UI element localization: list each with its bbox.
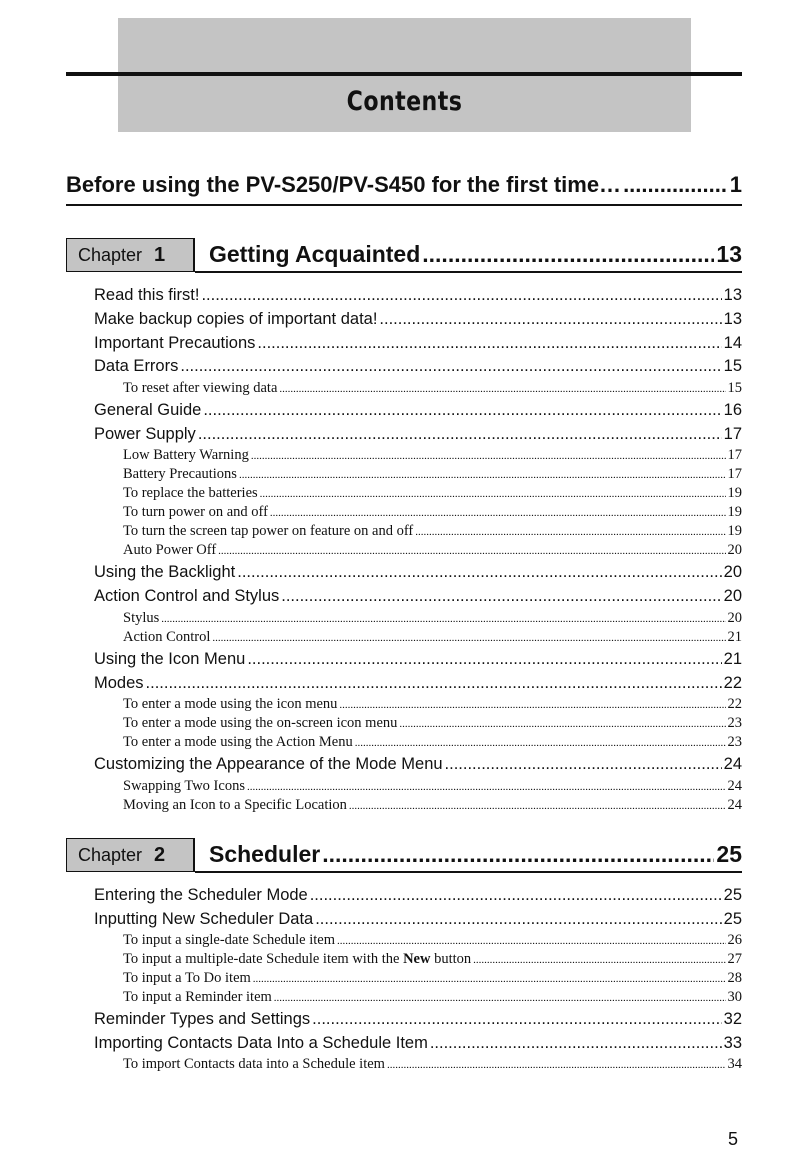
toc-subentry[interactable] bbox=[123, 951, 742, 970]
toc-subentry[interactable] bbox=[123, 542, 742, 561]
entry-page: 22 bbox=[723, 674, 742, 692]
entry-text: To import Contacts data into a Schedule item bbox=[123, 1056, 385, 1072]
entry-text: To turn power on and off bbox=[123, 504, 268, 520]
page-title: Contents bbox=[346, 86, 463, 117]
entry-page: 20 bbox=[727, 542, 742, 558]
leader-dots bbox=[312, 1010, 721, 1029]
chapter-badge bbox=[66, 838, 195, 872]
leader-dots bbox=[415, 526, 725, 538]
entry-page: 23 bbox=[727, 715, 742, 731]
leader-dots bbox=[379, 310, 721, 329]
toc-entry[interactable] bbox=[94, 650, 742, 673]
leader-dots bbox=[239, 469, 726, 481]
leader-dots bbox=[310, 886, 722, 905]
entry-page: 16 bbox=[723, 401, 742, 419]
entry-text: Read this first! bbox=[94, 286, 200, 304]
toc-entry[interactable] bbox=[94, 587, 742, 610]
entry-text: Using the Backlight bbox=[94, 563, 236, 581]
entry-page: 25 bbox=[723, 910, 742, 928]
intro-page: 1 bbox=[729, 172, 742, 197]
toc-entry[interactable] bbox=[94, 1010, 742, 1033]
entry-text: Power Supply bbox=[94, 425, 196, 443]
entry-text: Battery Precautions bbox=[123, 466, 237, 482]
toc-subentry[interactable] bbox=[123, 610, 742, 629]
entry-text: To input a single-date Schedule item bbox=[123, 932, 335, 948]
entry-text: To replace the batteries bbox=[123, 485, 258, 501]
intro-text: Before using the PV-S250/PV-S450 for the first time… bbox=[66, 172, 622, 197]
toc-subentry[interactable] bbox=[123, 523, 742, 542]
entry-text: Data Errors bbox=[94, 357, 179, 375]
intro-entry[interactable] bbox=[66, 172, 742, 204]
entry-page: 19 bbox=[727, 504, 742, 520]
chapter-number: 2 bbox=[154, 843, 166, 866]
leader-dots bbox=[473, 954, 725, 966]
toc-subentry[interactable] bbox=[123, 715, 742, 734]
toc-subentry[interactable] bbox=[123, 504, 742, 523]
leader-dots bbox=[445, 755, 722, 774]
leader-dots bbox=[355, 737, 726, 749]
leader-dots bbox=[161, 613, 725, 625]
leader-dots bbox=[422, 241, 714, 268]
entry-text: Important Precautions bbox=[94, 334, 256, 352]
chapter-rule bbox=[195, 871, 742, 873]
entry-text: Auto Power Off bbox=[123, 542, 217, 558]
chapter-label: Chapter bbox=[78, 844, 143, 865]
leader-dots bbox=[198, 425, 722, 444]
entry-text: Importing Contacts Data Into a Schedule Item bbox=[94, 1034, 428, 1052]
entry-page: 17 bbox=[727, 466, 742, 482]
entry-page: 13 bbox=[723, 310, 742, 328]
leader-dots bbox=[251, 450, 726, 462]
toc-subentry[interactable] bbox=[123, 447, 742, 466]
toc-subentry[interactable] bbox=[123, 485, 742, 504]
leader-dots bbox=[274, 992, 726, 1004]
entry-text: To enter a mode using the Action Menu bbox=[123, 734, 353, 750]
entry-page: 20 bbox=[727, 610, 742, 626]
entry-text: To input a To Do item bbox=[123, 970, 251, 986]
toc-subentry[interactable] bbox=[123, 797, 742, 816]
entry-page: 21 bbox=[727, 629, 742, 645]
entry-page: 27 bbox=[727, 951, 742, 967]
entry-text: Reminder Types and Settings bbox=[94, 1010, 311, 1028]
entry-page: 25 bbox=[723, 886, 742, 904]
entry-page: 17 bbox=[723, 425, 742, 443]
entry-text: Modes bbox=[94, 674, 144, 692]
toc-subentry[interactable] bbox=[123, 629, 742, 648]
leader-dots bbox=[218, 545, 725, 557]
toc-entry[interactable] bbox=[94, 755, 742, 778]
entry-page: 24 bbox=[723, 755, 742, 773]
entry-page: 24 bbox=[727, 778, 742, 794]
leader-dots bbox=[247, 781, 726, 793]
leader-dots bbox=[623, 172, 728, 198]
toc-entry[interactable] bbox=[94, 425, 742, 448]
leader-dots bbox=[337, 935, 726, 947]
leader-dots bbox=[253, 973, 726, 985]
leader-dots bbox=[201, 286, 721, 305]
entry-page: 32 bbox=[723, 1010, 742, 1028]
entry-page: 24 bbox=[727, 797, 742, 813]
leader-dots bbox=[387, 1059, 726, 1071]
entry-page: 20 bbox=[723, 587, 742, 605]
toc-subentry[interactable] bbox=[123, 734, 742, 753]
chapter-title: Getting Acquainted bbox=[209, 241, 421, 267]
entry-text: Moving an Icon to a Specific Location bbox=[123, 797, 347, 813]
entry-text: Low Battery Warning bbox=[123, 447, 249, 463]
entry-page: 34 bbox=[727, 1056, 742, 1072]
entry-text: Action Control bbox=[123, 629, 211, 645]
entry-page: 28 bbox=[727, 970, 742, 986]
page-number: 5 bbox=[728, 1129, 739, 1149]
entry-page: 20 bbox=[723, 563, 742, 581]
entry-text: Entering the Scheduler Mode bbox=[94, 886, 308, 904]
entry-page: 15 bbox=[727, 380, 742, 396]
toc-entry[interactable] bbox=[94, 334, 742, 357]
leader-dots bbox=[237, 563, 721, 582]
toc-entry[interactable] bbox=[94, 286, 742, 309]
entry-page: 23 bbox=[727, 734, 742, 750]
toc-entry[interactable] bbox=[94, 401, 742, 424]
toc-subentry[interactable] bbox=[123, 380, 742, 399]
entry-bold-word: New bbox=[403, 951, 431, 967]
toc-subentry[interactable] bbox=[123, 778, 742, 797]
chapter-title-line bbox=[209, 841, 742, 868]
entry-page: 33 bbox=[723, 1034, 742, 1052]
leader-dots bbox=[315, 910, 721, 929]
leader-dots bbox=[339, 699, 725, 711]
leader-dots bbox=[322, 841, 714, 868]
chapter-rule bbox=[195, 271, 742, 273]
leader-dots bbox=[203, 401, 721, 420]
chapter-2-header[interactable] bbox=[66, 838, 742, 872]
leader-dots bbox=[399, 718, 725, 730]
entry-page: 22 bbox=[727, 696, 742, 712]
chapter-title: Scheduler bbox=[209, 841, 321, 867]
chapter-label: Chapter bbox=[78, 244, 143, 265]
entry-text: To input a Reminder item bbox=[123, 989, 272, 1005]
leader-dots bbox=[146, 674, 722, 693]
entry-text: To turn the screen tap power on feature on and off bbox=[123, 523, 414, 539]
leader-dots bbox=[279, 383, 725, 395]
toc-entry[interactable] bbox=[94, 310, 742, 333]
leader-dots bbox=[180, 357, 721, 376]
entry-page: 19 bbox=[727, 523, 742, 539]
toc-subentry[interactable] bbox=[123, 1056, 742, 1075]
intro-rule bbox=[66, 204, 742, 206]
leader-dots bbox=[270, 507, 726, 519]
entry-text: To reset after viewing data bbox=[123, 380, 278, 396]
entry-page: 30 bbox=[727, 989, 742, 1005]
header-rule bbox=[66, 72, 742, 76]
toc-subentry[interactable] bbox=[123, 989, 742, 1008]
toc-entry[interactable] bbox=[94, 357, 742, 380]
entry-text: Swapping Two Icons bbox=[123, 778, 245, 794]
leader-dots bbox=[281, 587, 721, 606]
entry-page: 17 bbox=[727, 447, 742, 463]
entry-tail: button bbox=[434, 951, 472, 967]
entry-text: General Guide bbox=[94, 401, 202, 419]
entry-text: To input a multiple-date Schedule item with the bbox=[123, 951, 400, 967]
leader-dots bbox=[257, 334, 721, 353]
entry-text: To enter a mode using the icon menu bbox=[123, 696, 338, 712]
leader-dots bbox=[349, 800, 726, 812]
entry-page: 26 bbox=[727, 932, 742, 948]
toc-subentry[interactable] bbox=[123, 932, 742, 951]
entry-page: 21 bbox=[723, 650, 742, 668]
chapter-title-line bbox=[209, 241, 742, 268]
chapter-1-header[interactable] bbox=[66, 238, 742, 272]
chapter-number: 1 bbox=[154, 243, 166, 266]
entry-text: Action Control and Stylus bbox=[94, 587, 280, 605]
entry-text: Make backup copies of important data! bbox=[94, 310, 378, 328]
chapter-page: 25 bbox=[716, 841, 742, 867]
entry-page: 15 bbox=[723, 357, 742, 375]
entry-text: Using the Icon Menu bbox=[94, 650, 246, 668]
toc-subentry[interactable] bbox=[123, 466, 742, 485]
leader-dots bbox=[430, 1034, 722, 1053]
toc-entry[interactable] bbox=[94, 563, 742, 586]
toc-entry[interactable] bbox=[94, 910, 742, 933]
entry-text: Customizing the Appearance of the Mode Menu bbox=[94, 755, 443, 773]
toc-subentry[interactable] bbox=[123, 696, 742, 715]
entry-text: To enter a mode using the on-screen icon menu bbox=[123, 715, 398, 731]
toc-entry[interactable] bbox=[94, 674, 742, 697]
chapter-page: 13 bbox=[716, 241, 742, 267]
entry-page: 19 bbox=[727, 485, 742, 501]
toc-subentry[interactable] bbox=[123, 970, 742, 989]
entry-text: Inputting New Scheduler Data bbox=[94, 910, 314, 928]
chapter-badge bbox=[66, 238, 195, 272]
toc-entry[interactable] bbox=[94, 1034, 742, 1057]
leader-dots bbox=[247, 650, 721, 669]
entry-text: Stylus bbox=[123, 610, 160, 626]
leader-dots bbox=[212, 632, 725, 644]
entry-page: 13 bbox=[723, 286, 742, 304]
entry-page: 14 bbox=[723, 334, 742, 352]
toc-entry[interactable] bbox=[94, 886, 742, 909]
leader-dots bbox=[260, 488, 726, 500]
